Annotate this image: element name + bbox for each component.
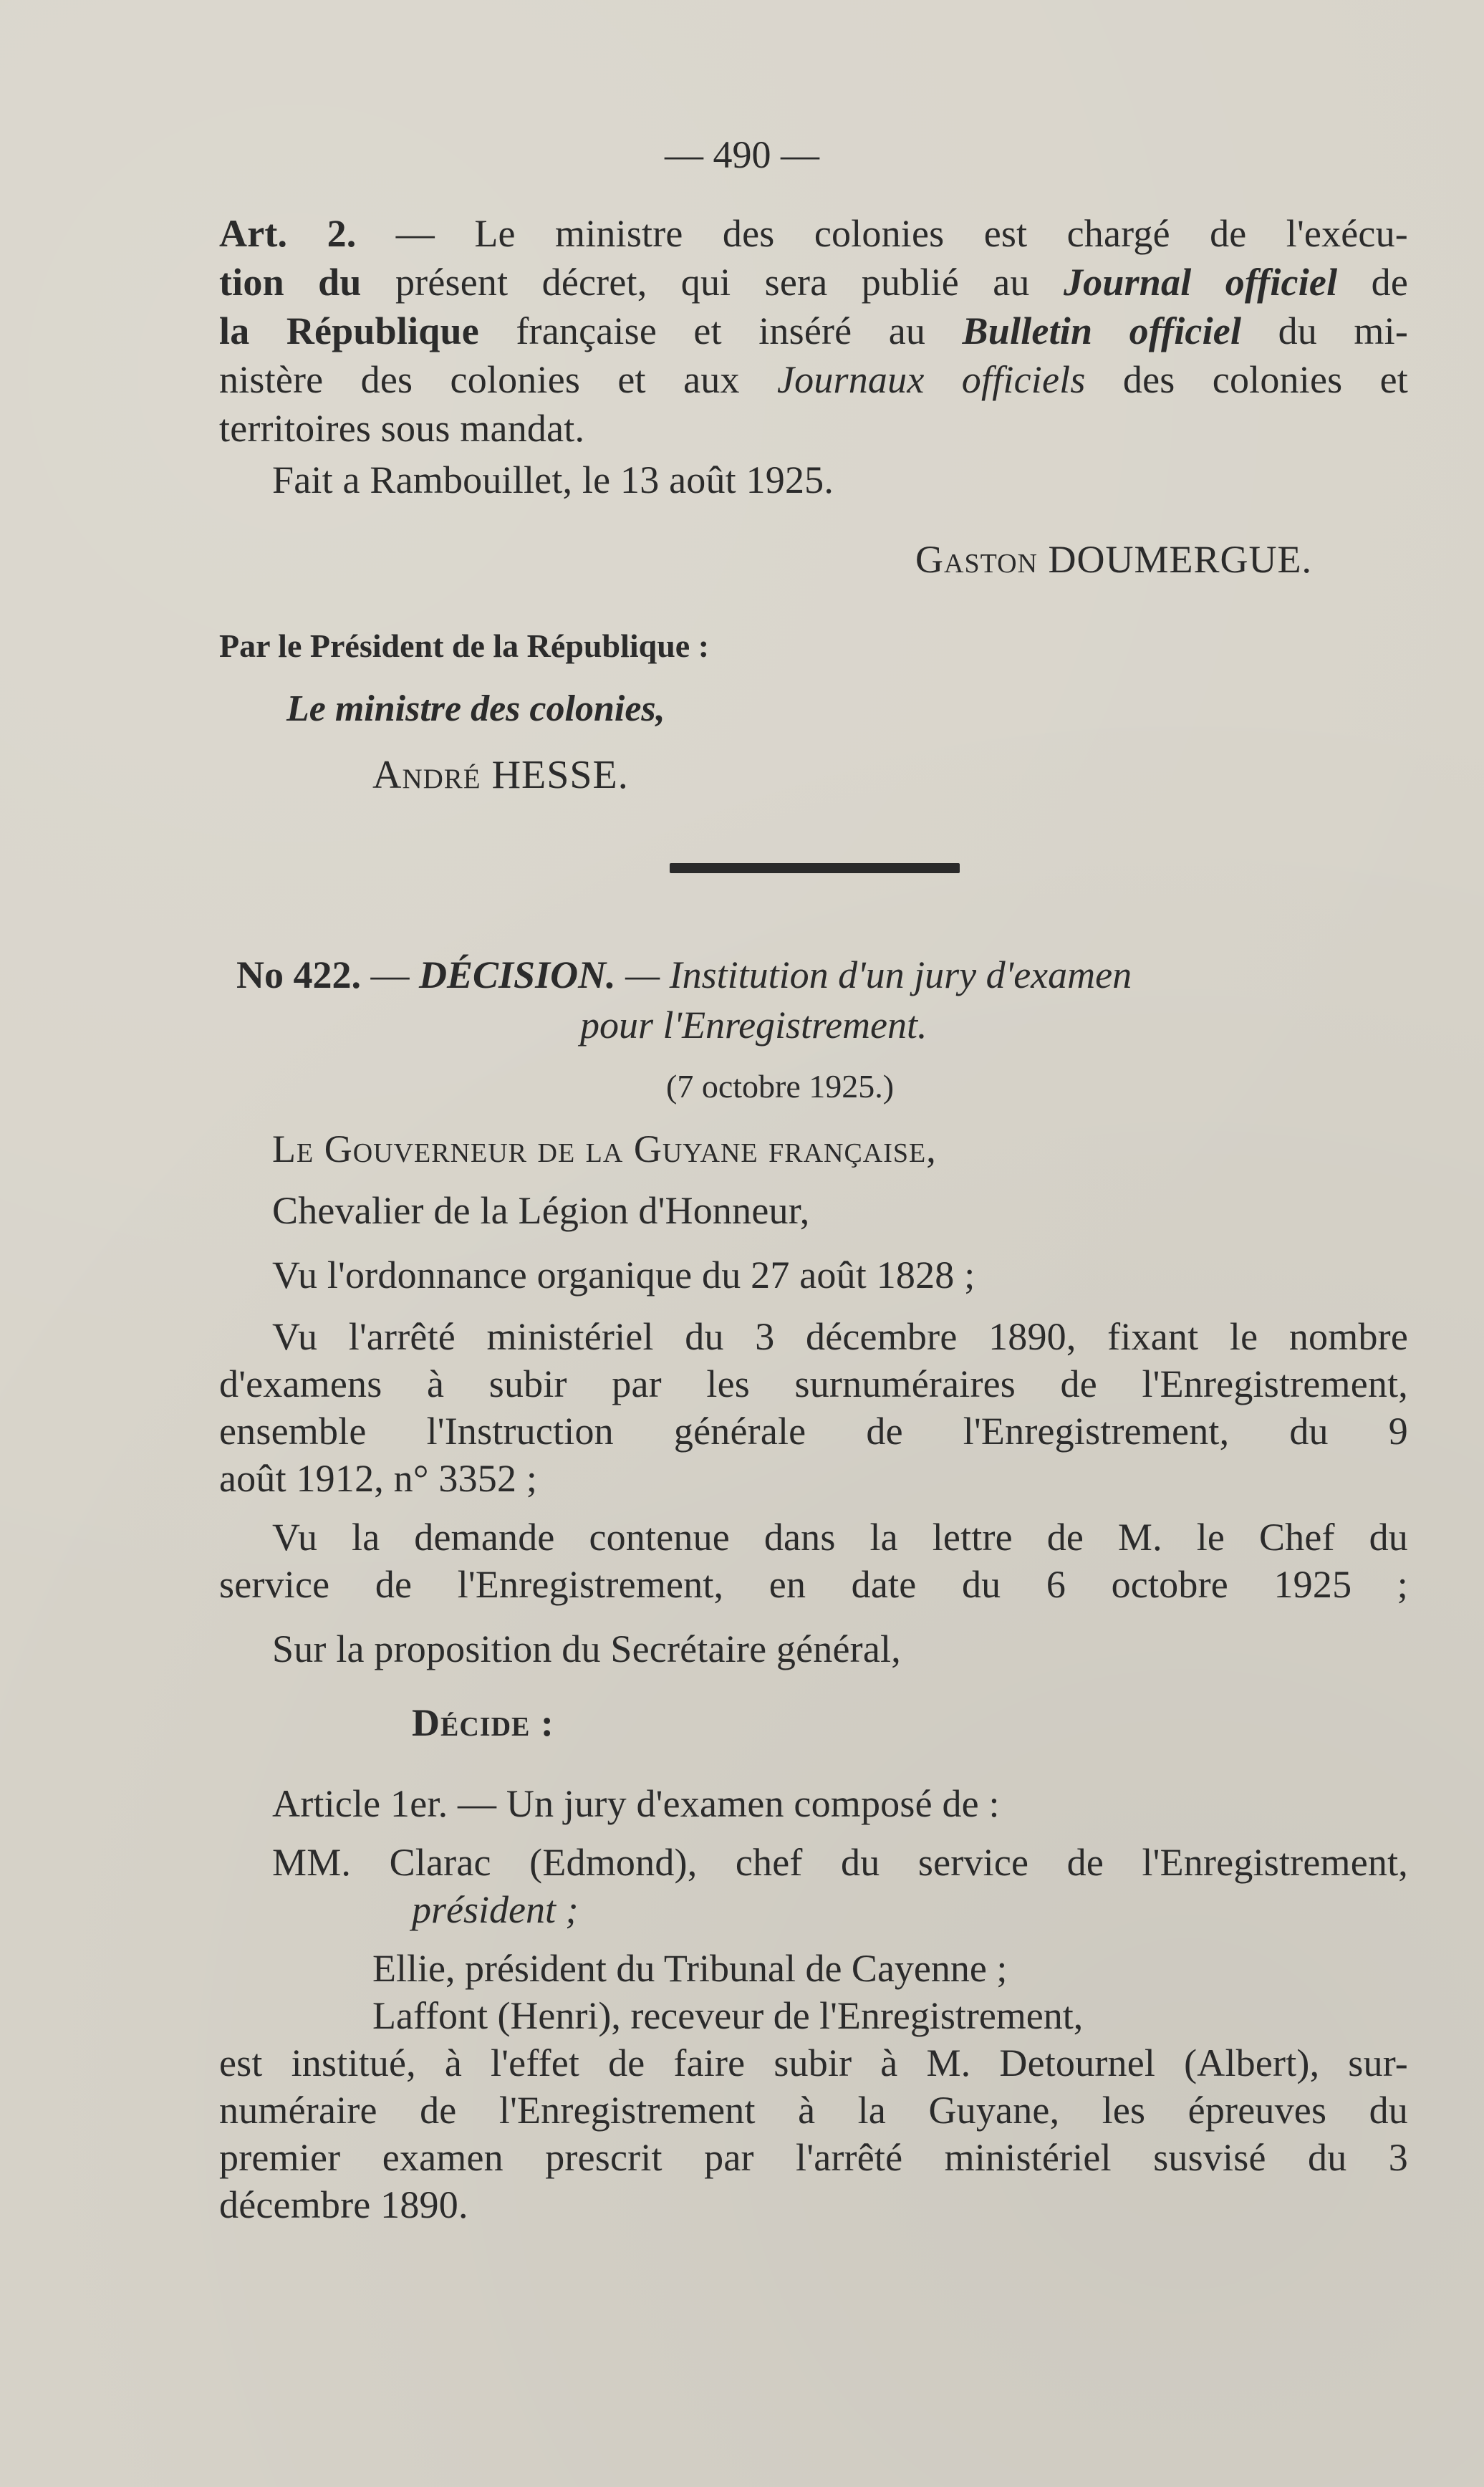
signature-ministre: André HESSE. — [372, 753, 629, 797]
art2-line-1 — [219, 209, 1408, 258]
mm-clarac-line: MM. Clarac (Edmond), chef du service de l'Enregistrement, — [272, 1841, 1408, 1884]
vu-arrete-line-1: Vu l'arrêté ministériel du 3 décembre 1890, fixant le nombre — [272, 1315, 1408, 1358]
text: des colonies et — [1085, 358, 1409, 401]
decision-date: (7 octobre 1925.) — [666, 1068, 895, 1105]
text: nistère des colonies et aux — [219, 358, 777, 401]
text-bold: la République — [219, 309, 479, 352]
journaux-officiels-ref: Journaux officiels — [776, 358, 1086, 401]
art2-line-5: territoires sous mandat. — [219, 407, 585, 450]
text-bold: tion du — [219, 261, 362, 304]
vu-ordonnance: Vu l'ordonnance organique du 27 août 1828 ; — [272, 1254, 975, 1297]
decision-heading-line-1 — [236, 953, 1132, 997]
vu-demande-line-2: service de l'Enregistrement, en date du 6 octobre 1925 ; — [219, 1563, 1408, 1606]
ellie-line: Ellie, président du Tribunal de Cayenne ; — [372, 1947, 1008, 1990]
article-1-line: Article 1er. — Un jury d'examen composé de : — [272, 1782, 1000, 1825]
par-le-president: Par le Président de la République : — [219, 627, 710, 664]
vu-arrete-line-4: août 1912, n° 3352 ; — [219, 1457, 538, 1500]
decision-label: DÉCISION. — [419, 953, 616, 996]
vu-arrete-line-2: d'examens à subir par les surnuméraires de l'Enregistrement, — [219, 1362, 1408, 1405]
art2-text: — Le ministre des colonies est chargé de l'exécu- — [356, 212, 1408, 255]
decision-title-1: — Institution d'un jury d'examen — [615, 953, 1132, 996]
text: du mi- — [1241, 309, 1408, 352]
text: présent décret, qui sera publié au — [361, 261, 1064, 304]
decision-number: No 422. — [236, 953, 361, 996]
journal-officiel-ref: Journal officiel — [1063, 261, 1338, 304]
decision-title-2: pour l'Enregistrement. — [580, 1004, 928, 1047]
page-number: — 490 — — [665, 133, 819, 176]
section-separator — [670, 863, 960, 873]
text: française et inséré au — [478, 309, 963, 352]
sur-proposition: Sur la proposition du Secrétaire général, — [272, 1627, 901, 1670]
vu-arrete-line-3: ensemble l'Instruction générale de l'Enregistrement, du 9 — [219, 1410, 1408, 1453]
fait-line: Fait a Rambouillet, le 13 août 1925. — [272, 458, 834, 501]
est-institue-line-1: est institué, à l'effet de faire subir à M. Detournel (Albert), sur- — [219, 2041, 1408, 2084]
laffont-line: Laffont (Henri), receveur de l'Enregistrement, — [372, 1994, 1084, 2037]
chevalier-line: Chevalier de la Légion d'Honneur, — [272, 1189, 810, 1232]
decide-label: Décide : — [412, 1701, 554, 1744]
bulletin-officiel-ref: Bulletin officiel — [962, 309, 1242, 352]
est-institue-line-3: premier examen prescrit par l'arrêté ministériel susvisé du 3 — [219, 2136, 1408, 2179]
president-role: président ; — [412, 1888, 579, 1931]
art2-label: Art. 2. — [219, 212, 357, 255]
est-institue-line-2: numéraire de l'Enregistrement à la Guyane, les épreuves du — [219, 2089, 1408, 2132]
art2-line-4 — [219, 355, 1408, 404]
vu-demande-line-1: Vu la demande contenue dans la lettre de M. le Chef du — [272, 1516, 1408, 1559]
le-ministre: Le ministre des colonies, — [286, 688, 665, 729]
art2-line-2 — [219, 258, 1408, 307]
text: de — [1337, 261, 1409, 304]
signature-president: Gaston DOUMERGUE. — [915, 538, 1312, 581]
decision-dash: — — [361, 953, 419, 996]
gouverneur-line: Le Gouverneur de la Guyane française, — [272, 1127, 937, 1170]
art2-line-3 — [219, 307, 1408, 355]
est-institue-line-4: décembre 1890. — [219, 2183, 468, 2226]
